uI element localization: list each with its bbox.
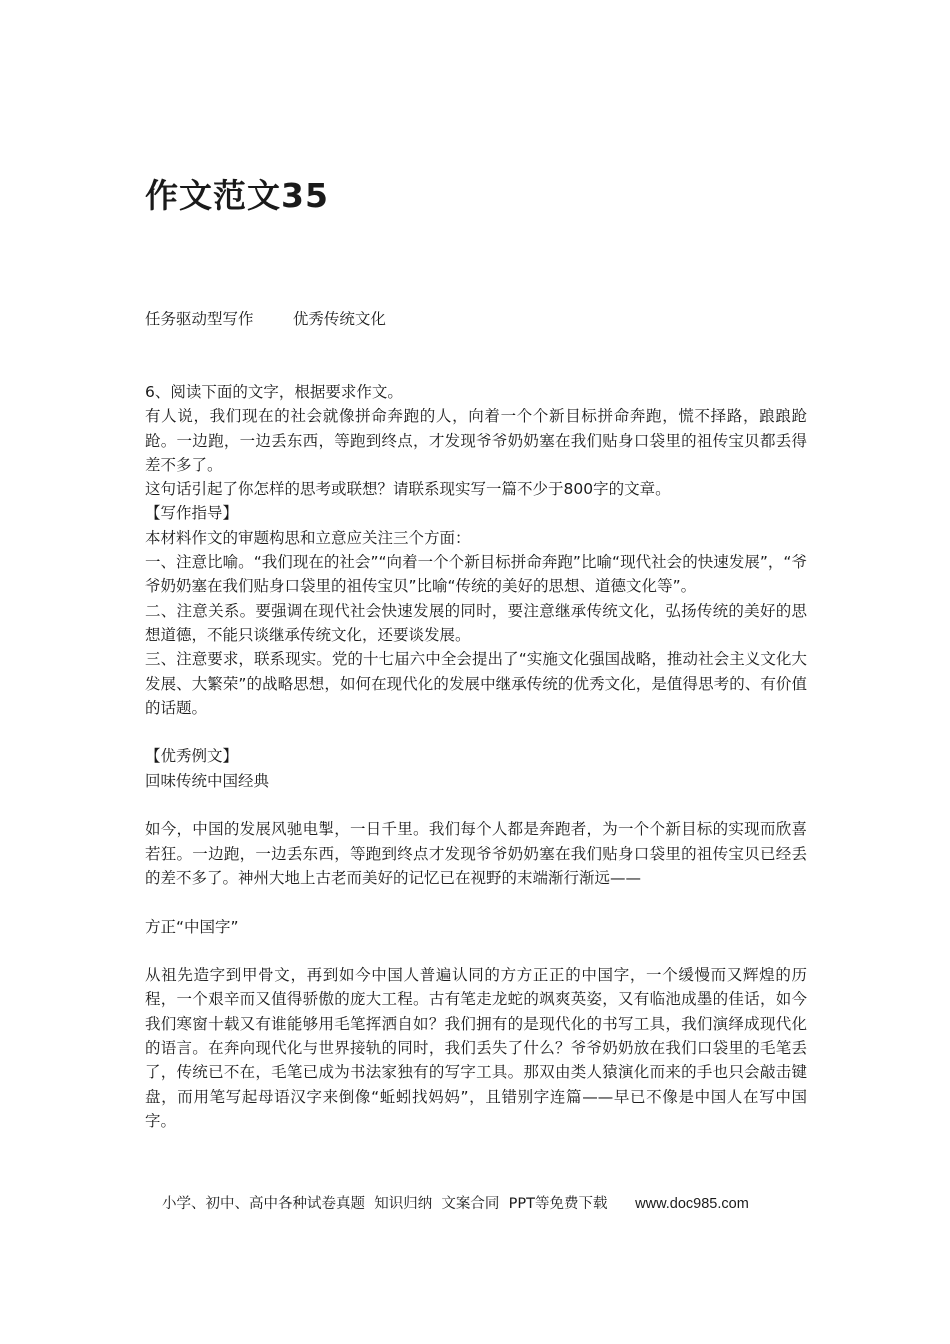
blank-line: [145, 890, 807, 914]
paragraph-requirement: 这句话引起了你怎样的思考或联想？请联系现实写一篇不少于800字的文章。: [145, 480, 671, 499]
blank-line: [145, 720, 807, 744]
footer-text: 小学、初中、高中各种试卷真题 知识归纳 文案合同 PPT等免费下载: [162, 1196, 636, 1212]
essay-title: 回味传统中国经典: [145, 771, 270, 790]
document-subtitle: 任务驱动型写作 优秀传统文化: [145, 310, 386, 328]
section-heading-guidance: 【写作指导】: [145, 504, 239, 523]
paragraph-guidance-1: 一、注意比喻。“我们现在的社会”“向着一个个新目标拼命奔跑”比喻“现代社会的快速发展”，“爷爷奶奶塞在我们贴身口袋里的祖传宝贝”比喻“传统的美好的思想、道德文化等”。: [145, 553, 807, 596]
document-body: [145, 380, 807, 1133]
blank-line: [145, 939, 807, 963]
paragraph-guidance-intro: 本材料作文的审题构思和立意应关注三个方面：: [145, 528, 471, 547]
document-title: 作文范文35: [145, 176, 329, 215]
page-footer: [162, 1192, 749, 1213]
paragraph-prompt: 6、阅读下面的文字，根据要求作文。: [145, 383, 403, 401]
blank-line: [145, 793, 807, 817]
paragraph-guidance-3: 三、注意要求，联系现实。党的十七届六中全会提出了“实施文化强国战略，推动社会主义文化大发展、大繁荣”的战略思想，如何在现代化的发展中继承传统的优秀文化，是值得思考的、有价值的话题。: [145, 650, 807, 717]
paragraph-material: 有人说，我们现在的社会就像拼命奔跑的人，向着一个个新目标拼命奔跑，慌不择路，踉踉跄跄。一边跑，一边丢东西，等跑到终点，才发现爷爷奶奶塞在我们贴身口袋里的祖传宝贝都丢得差不多了。: [145, 407, 807, 474]
footer-url[interactable]: www.doc985.com: [635, 1196, 749, 1212]
essay-paragraph-2: 从祖先造字到甲骨文，再到如今中国人普遍认同的方方正正的中国字，一个缓慢而又辉煌的历程，一个艰辛而又值得骄傲的庞大工程。古有笔走龙蛇的飒爽英姿，又有临池成墨的佳话，如今我们寒窗十载又有谁能够用毛笔挥洒自如？我们拥有的是现代化的书写工具，我们演绎成现代化的语言。在奔向现代化与世界接轨的同时，我们丢失了什么？爷爷奶奶放在我们口袋里的毛笔丢了，传统已不在，毛笔已成为书法家独有的写字工具。那双由类人猿演化而来的手也只会敲击键盘，而用笔写起母语汉字来倒像“蚯蚓找妈妈”，且错别字连篇——早已不像是中国人在写中国字。: [145, 966, 807, 1130]
paragraph-guidance-2: 二、注意关系。要强调在现代社会快速发展的同时，要注意继承传统文化，弘扬传统的美好的思想道德，不能只谈继承传统文化，还要谈发展。: [145, 601, 807, 644]
essay-paragraph-1: 如今，中国的发展风驰电掣，一日千里。我们每个人都是奔跑者，为一个个新目标的实现而欣喜若狂。一边跑，一边丢东西，等跑到终点才发现爷爷奶奶塞在我们贴身口袋里的祖传宝贝已经丢的差不多了。神州大地上古老而美好的记忆已在视野的末端渐行渐远——: [145, 820, 807, 887]
essay-subheading: 方正“中国字”: [145, 917, 239, 936]
section-heading-example: 【优秀例文】: [145, 747, 239, 766]
